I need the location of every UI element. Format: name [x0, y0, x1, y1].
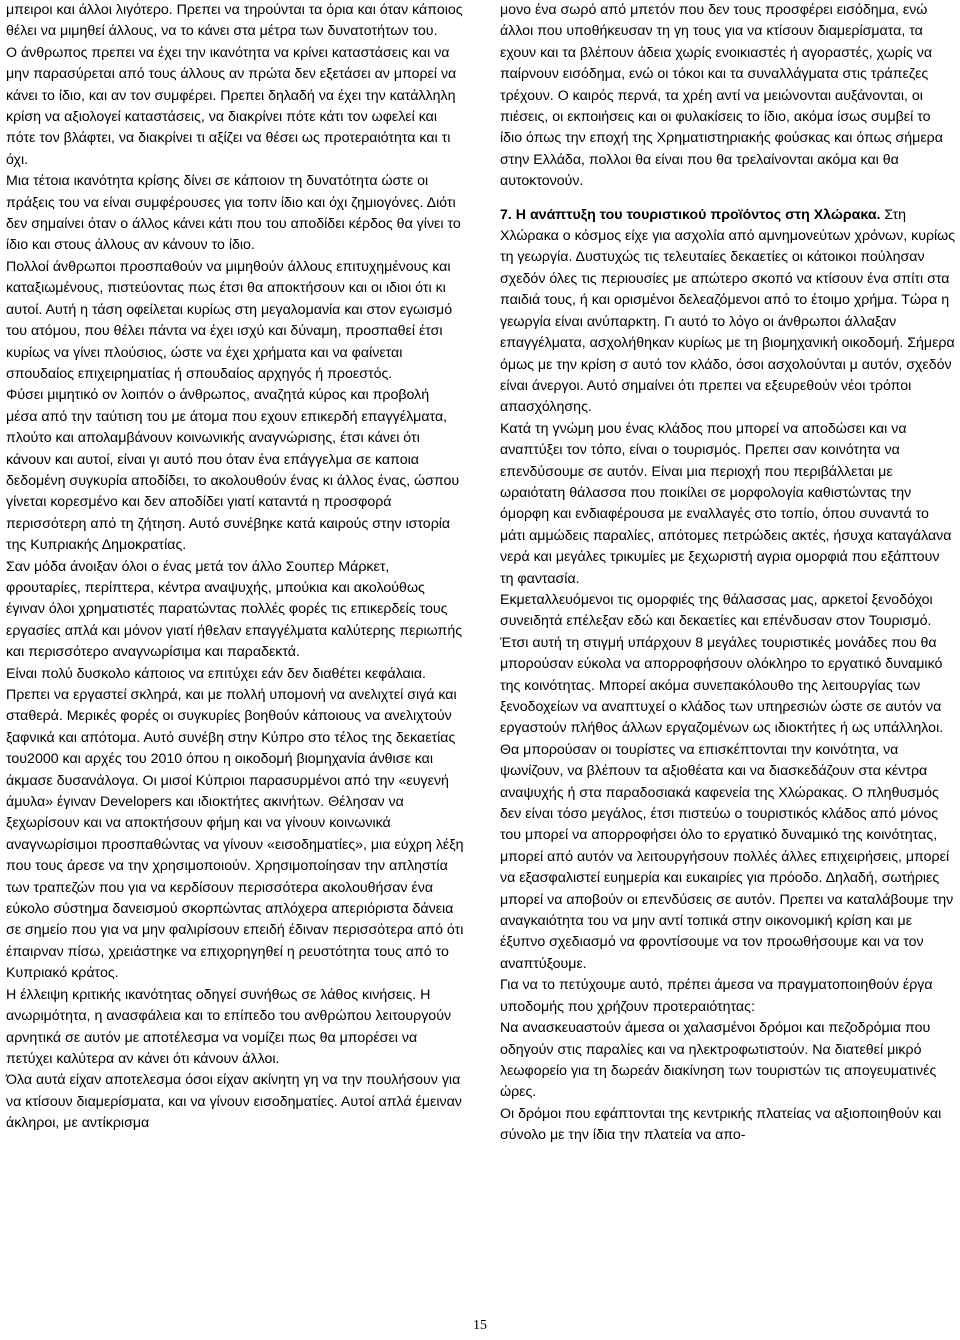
- paragraph: Φύσει μιμητικό ον λοιπόν ο άνθρωπος, αναζητά κύρος και προβολή μέσα από την ταύτιση του με άτομα που εχουν επικερδή επαγγέλματα, πλούτο και απολαμβάνουν κοινωνικής αναγνώρισης, έτσι κάνει ότι κάνουν και αυτοί, είναι γι αυτό που όταν ένα επάγγελμα σε καποια δεδομένη συγκυρία αποδίδει, το ακολουθούν ένας κι άλλος ένας, ώσπου γίνεται κορεσμένο και δεν αποδίδει γιατί καταντά η προσφορά περισσότερη από τη ζήτηση. Αυτό συνέβηκε κατά καιρούς στην ιστορία της Κυπριακής Δημοκρατίας.: [6, 387, 460, 554]
- paragraph: Ο άνθρωπος πρεπει να έχει την ικανότητα να κρίνει καταστάσεις και να μην παρασύρεται από τους άλλους αν πρώτα δεν εξετάσει αν μπορεί να κάνει το ίδιο, και αν τον συμφέρει. Πρεπει δηλαδή να έχει την κατάλληλη κρίση να αξιολογεί καταστάσεις, να διακρίνει πότε κάτι τον ωφελεί και πότε τον βλάφτει, να διακρίνει τι αξίζει να θέσει ως προτεραιότητα και τι όχι.: [6, 44, 457, 168]
- paragraph: Μια τέτοια ικανότητα κρίσης δίνει σε κάποιον τη δυνατότητα ώστε οι πράξεις του να είναι συμφέρουσες για τοπν ίδιο και όχι ζημιογόνες. Διότι δεν σημαίνει όταν ο άλλος κάνει κάτι που του αποδίδει κέρδος θα γίνει το ίδιο και στους άλλους αν κάνουν το ίδιο.: [6, 173, 461, 254]
- paragraph: Η έλλειψη κριτικής ικανότητας οδηγεί συνήθως σε λάθος κινήσεις. Η ανωριμότητα, η ανασφάλεια και το επίπεδο του ανθρώπου λειτουργούν αρνητικά σε αυτόν με αποτέλεσμα να νομίζει πως θα μπορέσει να πετύχει καλύτερα αν κάνει ότι κάνουν άλλοι.: [6, 986, 452, 1067]
- left-column: [6, 0, 464, 1135]
- paragraph: μονο ένα σωρό από μπετόν που δεν τους προσφέρει εισόδημα, ενώ άλλοι που υποθήκευσαν τη γη τους για να κτίσουν διαμερίσματα, τα εχουν και τα βλέπουν άδεια χωρίς ενοικιαστές ή αγοραστές, χωρίς να παίρνουν εισόδημα, ενώ οι τόκοι και τα συναλλάγματα στις τράπεζες τρέχουν. Ο καιρός περνά, τα χρέη αντί να μειώνονται αυξάνονται, οι πιέσεις, οι εκποιήσεις και οι φυλακίσεις το ίδιο, ακόμα ίσως συμβεί το ίδιο όπως την εποχή της Χρηματιστηριακής φούσκας και όπως σήμερα στην Ελλάδα, πολλοι θα είναι που θα τρελαίνονται ακόμα και θα αυτοκτονούν.: [500, 2, 943, 190]
- section-paragraph: [500, 205, 956, 419]
- paragraph: Κατά τη γνώμη μου ένας κλάδος που μπορεί να αποδώσει και να αναπτύξει τον τόπο, είναι ο τουρισμός. Πρεπει σαν κοινότητα να επενδύσουμε σε αυτόν. Είναι μια περιοχή που περιβάλλεται με ωραιότατη θάλασσα που ποικίλει σε μορφολογία καθιστώντας την όμορφη και ενδιαφέρουσα με εναλλαγές στο τοπίο, όπου συναντά το μάτι αμμώδεις παραλίες, απότομες πετρώδεις ακτές, ήσυχα καταγάλανα νερά και μεγάλες τρικυμίες με ξεχωριστή αγρια ομορφιά που εξάπτουν τη φαντασία.: [500, 420, 952, 587]
- paragraph-gap: [500, 193, 956, 205]
- paragraph: Σαν μόδα άνοιξαν όλοι ο ένας μετά τον άλλο Σουπερ Μάρκετ, φρουταρίες, περίπτερα, κέντρα αναψυχής, μπούκια και ακολούθως έγιναν όλοι χρηματιστές παρατώντας πολλές φορές τις επικερδείς τους εργασίες απλά και μόνον γιατί ήθελαν επαγγέλματα καλύτερης περιωπής και περισσότερο αναγνωρίσιμα και παραδεκτά.: [6, 558, 463, 661]
- paragraph: Όλα αυτά είχαν αποτελεσμα όσοι είχαν ακίνητη γη να την πουλήσουν για να κτίσουν διαμερίσματα, και να γίνουν εισοδηματίες. Αυτοί απλά έμειναν άκληροι, με αντίκρισμα: [6, 1072, 462, 1132]
- paragraph: Εκμεταλλευόμενοι τις ομορφιές της θάλασσας μας, αρκετοί ξενοδόχοι συνειδητά επέλεξαν εδώ και δεκαετίες και επένδυσαν στον Τουρισμό. Έτσι αυτή τη στιγμή υπάρχουν 8 μεγάλες τουριστικές μονάδες που θα μπορούσαν εύκολα να απορροφήσουν ολόκληρο το εργατικό δυναμικό της κοινότητας. Μπορεί ακόμα συνεπακόλουθο της λειτουργίας των ξενοδοχείων να αναπτυχεί ο κλάδος των υπηρεσιών ώστε σε αυτόν να εργαστούν πλήθος άλλων εργαζομένων ως ιδιοκτήτες ή ως υπάλληλοι. Θα μπορούσαν οι τουρίστες να επισκέπτονται την κοινότητα, να ψωνίζουν, να βλέπουν τα αξιοθέατα και να διασκεδάζουν στα κέντρα αναψυχής ή στα παραδοσιακά καφενεία της Χλώρακας. Ο πληθυσμός δεν είναι τόσο μεγάλος, έτσι πιστεύω ο τουριστικός κλάδος από μόνος του μπορεί να απορροφήσει όλο το εργατικό δυναμικό της κοινότητας, μπορεί από αυτόν να λειτουργήσουν πολλές άλλες επιχειρήσεις, μπορεί να εξασφαλιστεί ευημερία και ευκαιρίες για πρόοδο. Δηλαδή, σωτήριες μπορεί να αποβούν οι επενδύσεις σε αυτόν. Πρεπει να καταλάβουμε την αναγκαιότητα του να μην αντί τοπικά στην οικονομική κρίση και με έξυπνο σχεδιασμό να φροντίσουμε να τον προωθήσουμε και να τον αναπτύξουμε.: [500, 591, 954, 972]
- page-number: 15: [473, 1318, 487, 1333]
- paragraph: Να ανασκευαστούν άμεσα οι χαλασμένοι δρόμοι και πεζοδρόμια που οδηγούν στις παραλίες και να ηλεκτροφωτιστούν. Να διατεθεί μικρό λεωφορείο για τη δωρεάν διακίνηση των τουριστών τις απογευματινές ώρες.: [500, 1020, 937, 1101]
- section-heading: 7. Η ανάπτυξη του τουριστικού προϊόντος στη Χλώρακα.: [500, 206, 881, 223]
- right-column: [500, 0, 956, 1147]
- paragraph: Οι δρόμοι που εφάπτονται της κεντρικής πλατείας να αξιοποιηθούν και σύνολο με την ίδια την πλατεία να απο-: [500, 1105, 942, 1144]
- paragraph: Είναι πολύ δυσκολο κάποιος να επιτύχει εάν δεν διαθέτει κεφάλαια. Πρεπει να εργαστεί σκληρά, και με πολλή υπομονή να ανελιχτεί σιγά και σταθερά. Μερικές φορές οι συγκυρίες βοηθούν κάποιους να ανελιχτούν ξαφνικά και απότομα. Αυτό συνέβη στην Κύπρο στο τέλος της δεκαετίας του2000 και αρχές του 2010 όπου η οικοδομή βιομηχανία άνθισε και άκμασε δυσανάλογα. Οι μισοί Κύπριοι παρασυρμένοι από την «ευγενή άμυλα» έγιναν Developers και ιδιοκτήτες ακινήτων. Θέλησαν να ξεχωρίσουν και να αποκτήσουν φήμη και να γίνουν κοινωνικά αναγνωρίσιμοι προσπαθώντας να γίνουν «εισοδηματίες», μια εύχρη λέξη που τους άρεσε να την χρησιμοποιούν. Χρησιμοποίησαν την απληστία των τραπεζών που για να κερδίσουν περισσότερα ακολουθήσαν ένα εύκολο σύστημα δανεισμού σκορπώντας απλόχερα απεριόριστα δάνεια σε σημείο που για να μην φαλιρίσουν επειδή έδιναν περισσότερα από ότι έπαιρναν πίσω, χρειάστηκε να επιχορηγηθεί η ρευστότητα τους από το Κυπριακό κράτος.: [6, 665, 464, 982]
- paragraph: Πολλοί άνθρωποι προσπαθούν να μιμηθούν άλλους επιτυχημένους και καταξιωμένους, πιστεύοντας πως έτσι θα αποκτήσουν και οι ιδιοι ότι κι αυτοί. Αυτή η τάση οφείλεται κυρίως στη μεγαλομανία και στον εγωισμό του ατόμου, που θέλει πάντα να έχει ισχύ και δύναμη, προσπαθεί έτσι κυρίως να γίνει πλούσιος, ώστε να έχει χρήματα και να φαίνεται σπουδαίος επιχειρηματίας ή σπουδαίος αρχηγός ή προεστός.: [6, 258, 453, 382]
- paragraph: μπειροι και άλλοι λιγότερο. Πρεπει να τηρούνται τα όρια και όταν κάποιος θέλει να μιμηθεί άλλους, να το κάνει στα μέτρα των δυνατοτήτων του.: [6, 2, 463, 40]
- paragraph: Για να το πετύχουμε αυτό, πρέπει άμεσα να πραγματοποιηθούν έργα υποδομής που χρήζουν προτεραιότητας:: [500, 977, 933, 1015]
- section-lead-text: Στη Χλώρακα ο κόσμος είχε για ασχολία από αμνημονεύτων χρόνων, κυρίως τη γεωργία. Δυστυχώς τις τελευταίες δεκαετίες οι κάτοικοι πούλησαν σχεδόν όλες τις περιουσίες με απώτερο σκοπό να κτίσουν ένα σπίτι στα παιδιά τους, ή και ορισμένοι δελεαζόμενοι από το έτοιμο χρήμα. Τώρα η γεωργία είναι ανύπαρκτη. Γι αυτό το λόγο οι άνθρωποι άλλαξαν επαγγέλματα, ασχολήθηκαν κυρίως με τη βιομηχανική οικοδομή. Σήμερα όμως με την κρίση σ αυτό τον κλάδο, όσοι ασχολούνται μ αυτόν, σχεδόν είναι άνεργοι. Αυτό σημαίνει ότι πρεπει να εξευρεθούν νέοι τρόποι απασχόλησης.: [500, 206, 956, 416]
